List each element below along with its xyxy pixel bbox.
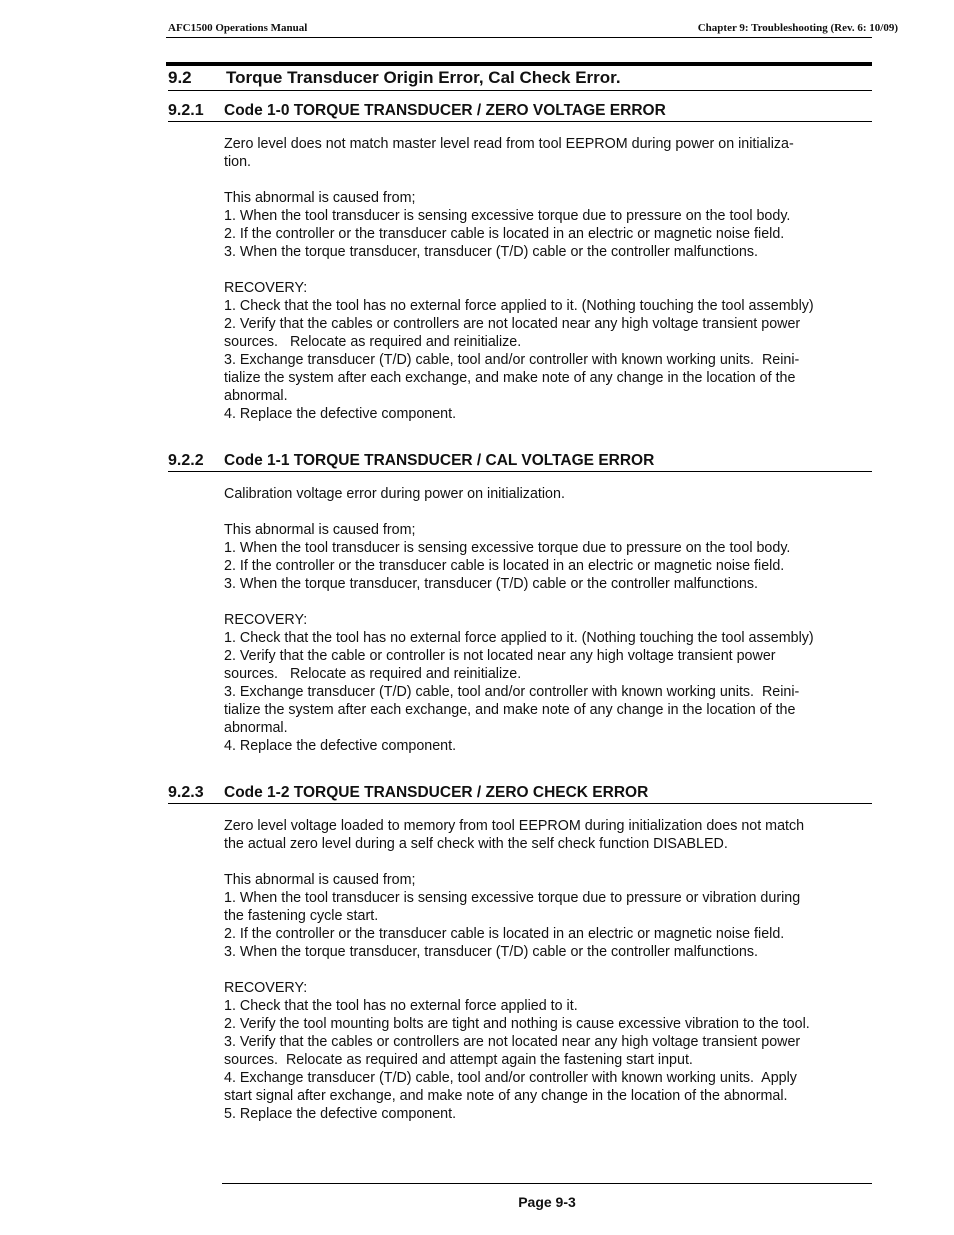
subsection-body-9-2-1 (224, 135, 874, 423)
subsection-number: 9.2.2 (168, 452, 204, 469)
text-line: 4. Exchange transducer (T/D) cable, tool and/or controller with known working units. Apply (224, 1070, 797, 1086)
subsection-title: Code 1-0 TORQUE TRANSDUCER / ZERO VOLTAGE ERROR (224, 102, 666, 119)
paragraph-gap (224, 171, 874, 189)
text-line: 1. When the tool transducer is sensing excessive torque due to pressure on the tool body. (224, 540, 791, 556)
paragraph-gap (224, 261, 874, 279)
text-line: This abnormal is caused from; (224, 872, 416, 888)
text-line: RECOVERY: (224, 612, 308, 628)
text-line: 1. When the tool transducer is sensing excessive torque due to pressure or vibration during (224, 890, 801, 906)
footer-divider (222, 1183, 872, 1184)
text-line: start signal after exchange, and make note of any change in the location of the abnormal. (224, 1088, 788, 1104)
header-manual-title: AFC1500 Operations Manual (168, 22, 308, 34)
page-number: Page 9-3 (518, 1194, 576, 1210)
text-line: 2. Verify the tool mounting bolts are tight and nothing is cause excessive vibration to the tool. (224, 1016, 810, 1032)
header-chapter-title: Chapter 9: Troubleshooting (Rev. 6: 10/09) (697, 22, 898, 34)
paragraph-gap (224, 503, 874, 521)
text-line: 1. When the tool transducer is sensing excessive torque due to pressure on the tool body. (224, 208, 791, 224)
text-line: the actual zero level during a self check with the self check function DISABLED. (224, 836, 728, 852)
text-line: abnormal. (224, 720, 288, 736)
text-line: Calibration voltage error during power on initialization. (224, 486, 565, 502)
text-line: This abnormal is caused from; (224, 190, 416, 206)
text-line: 1. Check that the tool has no external force applied to it. (Nothing touching the tool assembly) (224, 298, 814, 314)
text-line: Zero level does not match master level read from tool EEPROM during power on initializa- (224, 136, 794, 152)
text-line: the fastening cycle start. (224, 908, 379, 924)
text-line: 2. If the controller or the transducer cable is located in an electric or magnetic noise field. (224, 926, 785, 942)
section-heading (168, 67, 872, 91)
text-line: abnormal. (224, 388, 288, 404)
subsection-number: 9.2.3 (168, 784, 204, 801)
subsection-number: 9.2.1 (168, 102, 204, 119)
text-line: RECOVERY: (224, 280, 308, 296)
text-line: 3. When the torque transducer, transducer (T/D) cable or the controller malfunctions. (224, 244, 759, 260)
section-title: Torque Transducer Origin Error, Cal Check Error. (226, 68, 621, 87)
text-line: 4. Replace the defective component. (224, 738, 457, 754)
subsection-title: Code 1-1 TORQUE TRANSDUCER / CAL VOLTAGE ERROR (224, 452, 655, 469)
text-line: 3. When the torque transducer, transducer (T/D) cable or the controller malfunctions. (224, 576, 759, 592)
text-line: 4. Replace the defective component. (224, 406, 457, 422)
paragraph-gap (224, 961, 874, 979)
text-line: tialize the system after each exchange, and make note of any change in the location of the (224, 370, 796, 386)
text-line: sources. Relocate as required and reinitialize. (224, 334, 522, 350)
text-line: 1. Check that the tool has no external force applied to it. (224, 998, 578, 1014)
header-divider (166, 37, 872, 38)
text-line: 2. Verify that the cable or controller is not located near any high voltage transient power (224, 648, 776, 664)
subsection-body-9-2-2 (224, 485, 874, 755)
text-line: sources. Relocate as required and reinitialize. (224, 666, 522, 682)
text-line: 3. Verify that the cables or controllers are not located near any high voltage transient power (224, 1034, 801, 1050)
subsection-heading-9-2-2 (168, 451, 872, 472)
text-line: 1. Check that the tool has no external force applied to it. (Nothing touching the tool assembly) (224, 630, 814, 646)
text-line: sources. Relocate as required and attempt again the fastening start input. (224, 1052, 693, 1068)
text-line: 2. If the controller or the transducer cable is located in an electric or magnetic noise field. (224, 558, 785, 574)
section-top-rule (166, 62, 872, 66)
subsection-body-9-2-3 (224, 817, 874, 1123)
section-number: 9.2 (168, 68, 192, 87)
text-line: 3. Exchange transducer (T/D) cable, tool and/or controller with known working units. Reini- (224, 352, 800, 368)
text-line: 5. Replace the defective component. (224, 1106, 457, 1122)
paragraph-gap (224, 593, 874, 611)
text-line: 3. Exchange transducer (T/D) cable, tool and/or controller with known working units. Reini- (224, 684, 800, 700)
text-line: 2. Verify that the cables or controllers are not located near any high voltage transient power (224, 316, 801, 332)
text-line: tialize the system after each exchange, and make note of any change in the location of the (224, 702, 796, 718)
text-line: RECOVERY: (224, 980, 308, 996)
text-line: 2. If the controller or the transducer cable is located in an electric or magnetic noise field. (224, 226, 785, 242)
subsection-heading-9-2-3 (168, 783, 872, 804)
text-line: Zero level voltage loaded to memory from tool EEPROM during initialization does not match (224, 818, 805, 834)
text-line: tion. (224, 154, 252, 170)
text-line: 3. When the torque transducer, transducer (T/D) cable or the controller malfunctions. (224, 944, 759, 960)
subsection-heading-9-2-1 (168, 101, 872, 122)
subsection-title: Code 1-2 TORQUE TRANSDUCER / ZERO CHECK ERROR (224, 784, 649, 801)
text-line: This abnormal is caused from; (224, 522, 416, 538)
paragraph-gap (224, 853, 874, 871)
